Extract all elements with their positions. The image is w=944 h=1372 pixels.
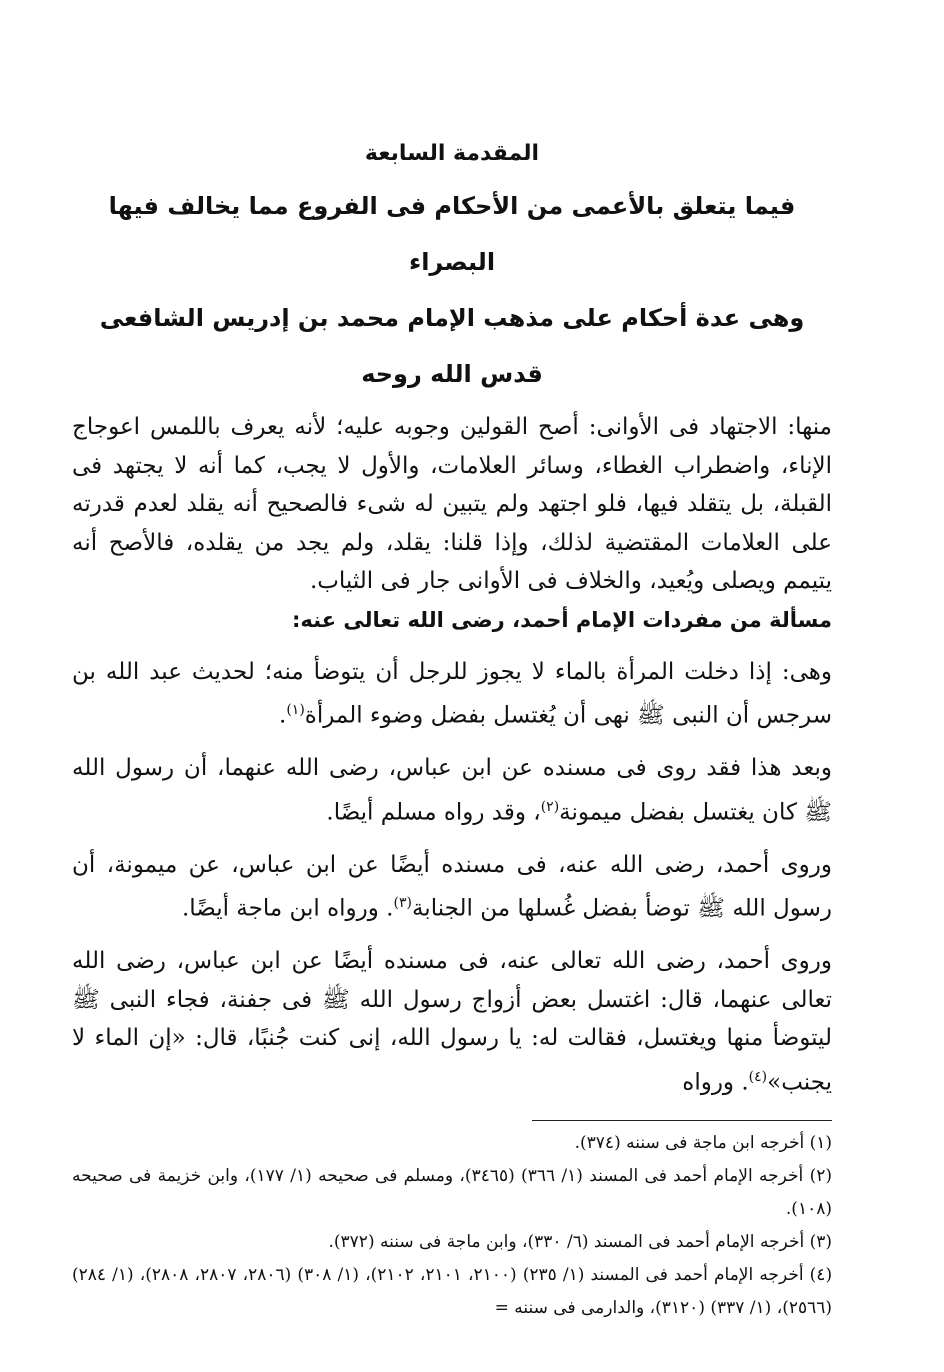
issue-heading: مسألة من مفردات الإمام أحمد، رضى الله تعالى عنه:	[292, 607, 832, 632]
subtitle-line-2: وهى عدة أحكام على مذهب الإمام محمد بن إدريس الشافعى	[99, 304, 805, 332]
paragraph-text: وروى أحمد، رضى الله تعالى عنه، فى مسنده أيضًا عن ابن عباس، رضى الله تعالى عنهما، قال: اغتسل بعض أزواج رسول الله ﷺ فى جفنة، فجاء النبى ﷺ ليتوضأ منها ويغتسل، فقالت له: يا رسول الله، إنى كنت جُنبًا، قال: «إن الماء لا يجنب»	[72, 948, 832, 1096]
paragraph-tail: . ورواه	[682, 1069, 749, 1096]
document-page	[72, 130, 832, 1325]
paragraph-tail: .	[279, 702, 287, 729]
footnote-3: (٣) أخرجه الإمام أحمد فى المسند (٦/ ٣٣٠)، وابن ماجة فى سننه (٣٧٢).	[328, 1232, 832, 1253]
paragraph-text: وروى أحمد، رضى الله عنه، فى مسنده أيضًا عن ابن عباس، عن ميمونة، أن رسول الله ﷺ توضأ بفضل غُسلها من الجنابة	[72, 851, 832, 922]
paragraph-ibn-abbas-maymuna	[72, 749, 832, 832]
footnote-ref: (٣)	[393, 895, 412, 912]
footnote-1: (١) أخرجه ابن ماجة فى سننه (٣٧٤).	[574, 1133, 832, 1154]
subtitle-line-3: قدس الله روحه	[361, 360, 543, 388]
paragraph-text: وهى: إذا دخلت المرأة بالماء لا يجوز للرجل أن يتوضأ منه؛ لحديث عبد الله بن سرجس أن النبى ﷺ نهى أن يُغتسل بفضل وضوء المرأة	[72, 658, 832, 729]
footnote-4: (٤) أخرجه الإمام أحمد فى المسند (١/ ٢٣٥) (٢١٠٠، ٢١٠١، ٢١٠٢)، (١/ ٣٠٨) (٢٨٠٦، ٢٨٠٧، ٢٨٠٨)، (١/ ٢٨٤) (٢٥٦٦)، (١/ ٣٣٧) (٣١٢٠)، والدارمى فى سننه =	[72, 1265, 833, 1319]
footnote-ref: (١)	[286, 702, 305, 718]
paragraph-ahmad-narration	[72, 846, 832, 929]
paragraph-tail: . ورواه ابن ماجة أيضًا.	[181, 895, 394, 922]
paragraph-tail: ، وقد رواه مسلم أيضًا.	[326, 799, 541, 826]
footnote-divider	[532, 1120, 832, 1121]
section-title: المقدمة السابعة	[364, 141, 540, 166]
paragraph-text: وبعد هذا فقد روى فى مسنده عن ابن عباس، رضى الله عنهما، أن رسول الله ﷺ كان يغتسل بفضل ميمونة	[72, 755, 832, 826]
paragraph-jafna-hadith	[72, 942, 832, 1102]
paragraph-vessels-ijtihad: منها: الاجتهاد فى الأوانى: أصح القولين وجوبه عليه؛ لأنه يعرف باللمس اعوجاج الإناء، واضطراب الغطاء، وسائر العلامات، والأول لا يجب، كما أنه لا يجتهد فى القبلة، بل يتقلد فيها، فلو اجتهد ولم يتبين له شىء فالصحيح أنه يقلد لعدم قدرته على العلامات المقتضية لذلك، وإذا قلنا: يقلد، ولم يجد من يقلده، فالأصح أنه يتيمم ويصلى ويُعيد، والخلاف فى الأوانى جار فى الثياب.	[72, 414, 832, 594]
footnote-2: (٢) أخرجه الإمام أحمد فى المسند (١/ ٣٦٦) (٣٤٦٥)، ومسلم فى صحيحه (١/ ١٧٧)، وابن خزيمة فى صحيحه (١٠٨).	[72, 1166, 833, 1220]
footnote-ref: (٤)	[748, 1068, 768, 1085]
footnote-ref: (٢)	[540, 798, 560, 815]
paragraph-woman-water	[72, 653, 832, 736]
subtitle-line-1: فيما يتعلق بالأعمى من الأحكام فى الفروع مما يخالف فيها البصراء	[108, 192, 796, 276]
